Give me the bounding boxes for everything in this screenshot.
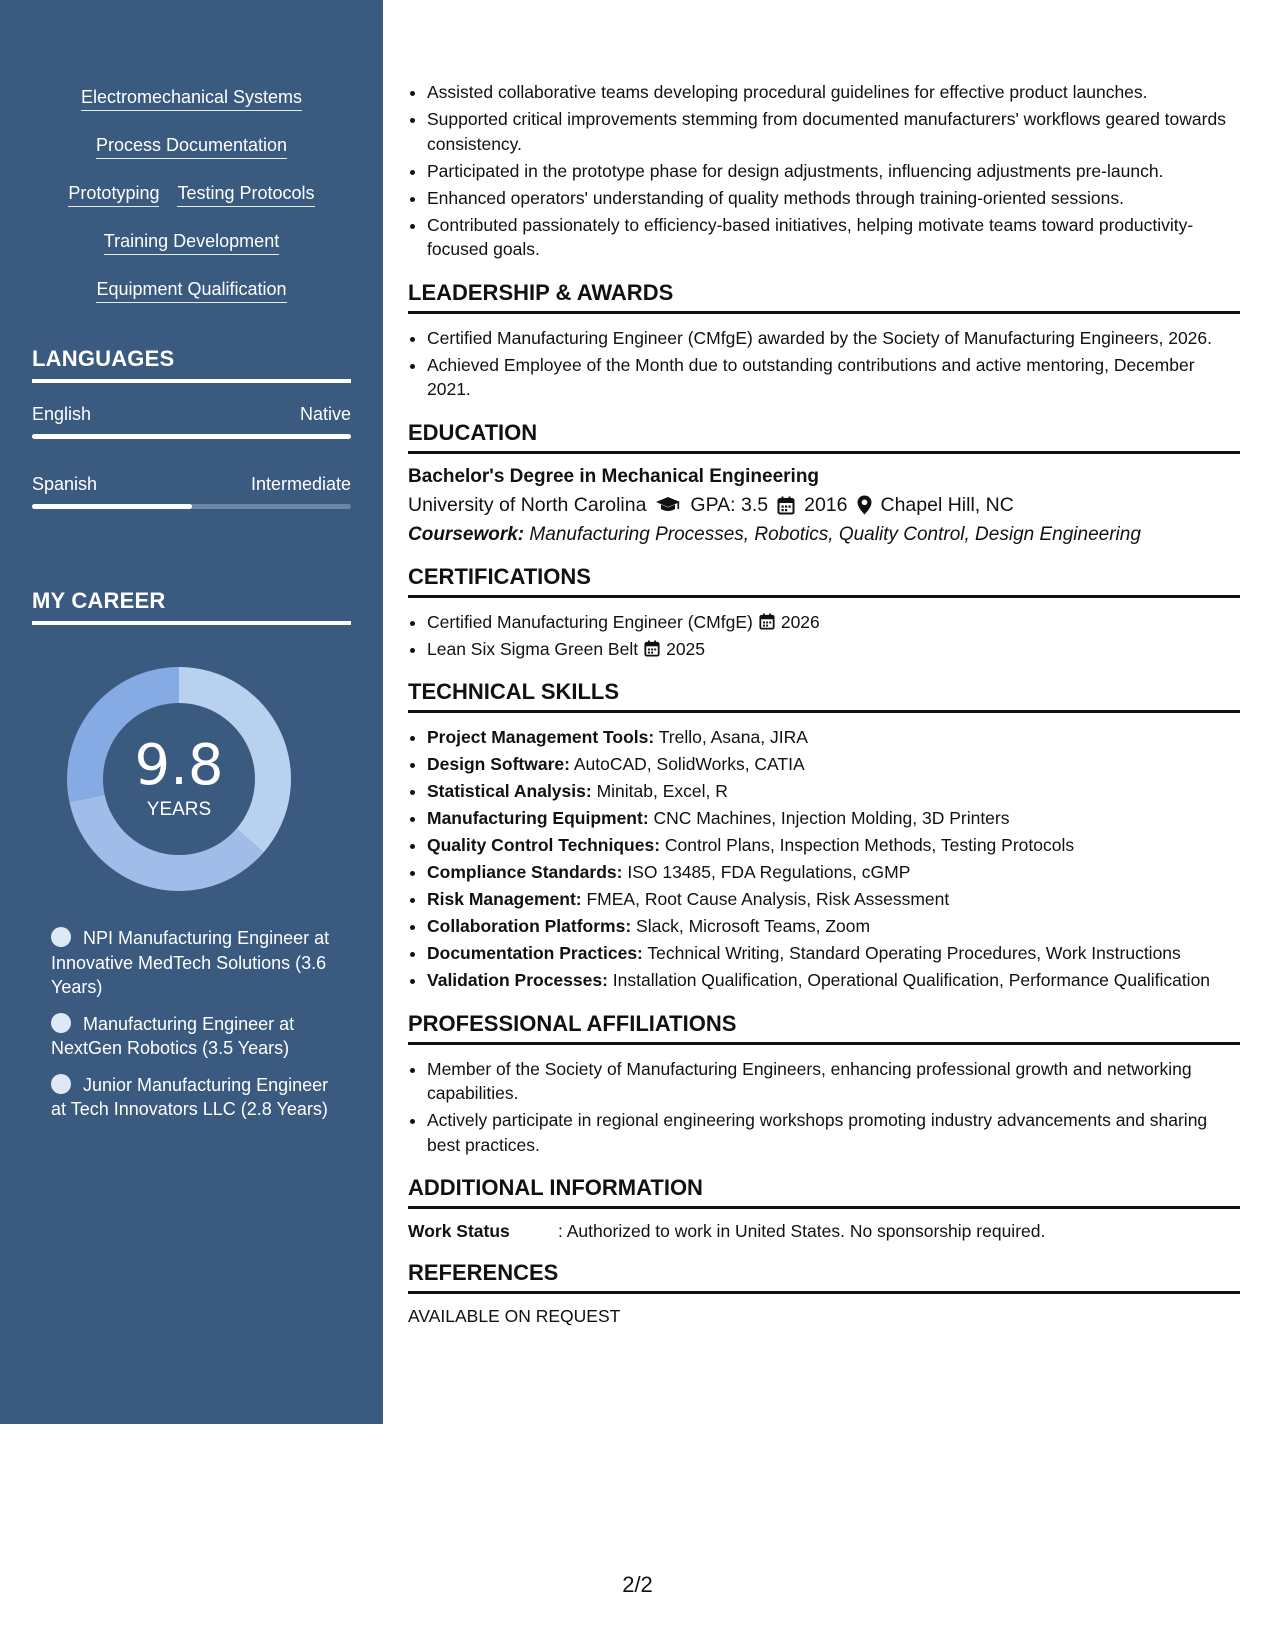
- skill-value: Control Plans, Inspection Methods, Testing Protocols: [660, 835, 1075, 855]
- skill-value: CNC Machines, Injection Molding, 3D Printers: [648, 808, 1010, 828]
- skill-label: Compliance Standards:: [427, 862, 623, 882]
- list-item: [427, 968, 1240, 993]
- language-level: Intermediate: [250, 474, 351, 494]
- language-bar-fill: [32, 504, 192, 509]
- skill-value: Slack, Microsoft Teams, Zoom: [631, 916, 871, 936]
- section-heading-certifications: CERTIFICATIONS: [408, 564, 1240, 598]
- education-gpa: GPA: 3.5: [690, 493, 769, 516]
- education-year: 2016: [804, 493, 848, 516]
- skill-label: Risk Management:: [427, 889, 582, 909]
- skill-value: Minitab, Excel, R: [591, 781, 728, 801]
- career-total-years: 9.8: [134, 733, 224, 798]
- skill-label: Manufacturing Equipment:: [427, 808, 649, 828]
- skill-tag: Process Documentation: [96, 134, 287, 159]
- skill-label: Quality Control Techniques:: [427, 835, 661, 855]
- calendar-icon: [777, 496, 795, 515]
- career-dot-icon: [51, 927, 71, 947]
- skill-value: FMEA, Root Cause Analysis, Risk Assessment: [581, 889, 950, 909]
- skill-label: Design Software:: [427, 754, 570, 774]
- language-bar-fill: [32, 434, 351, 439]
- main-content: [408, 80, 1240, 1327]
- skill-tag-row: [0, 182, 383, 207]
- language-name: English: [32, 404, 92, 424]
- list-item: [427, 833, 1240, 858]
- skill-label: Documentation Practices:: [427, 943, 643, 963]
- career-donut-segment: [67, 667, 179, 802]
- career-list: [51, 926, 341, 1134]
- work-status-label: Work Status: [408, 1221, 510, 1241]
- coursework-value: Manufacturing Processes, Robotics, Quality Control, Design Engineering: [524, 523, 1141, 545]
- list-item: [427, 860, 1240, 885]
- career-heading: MY CAREER: [32, 588, 351, 625]
- section-heading-references: REFERENCES: [408, 1260, 1240, 1294]
- list-item: [427, 610, 1240, 635]
- skill-value: ISO 13485, FDA Regulations, cGMP: [622, 862, 911, 882]
- skill-label: Validation Processes:: [427, 970, 608, 990]
- skill-label: Project Management Tools:: [427, 727, 655, 747]
- language-name: Spanish: [32, 474, 98, 494]
- list-item: [427, 779, 1240, 804]
- list-item: • Assisted collaborative teams developing procedural guidelines for effective product launches.: [427, 80, 1240, 105]
- section-heading-affiliations: PROFESSIONAL AFFILIATIONS: [408, 1011, 1240, 1045]
- language-bar: [32, 504, 351, 509]
- language-bar: [32, 434, 351, 439]
- languages-heading: LANGUAGES: [32, 346, 351, 383]
- skill-tags: [0, 86, 383, 326]
- location-pin-icon: [857, 495, 872, 515]
- skill-tag-row: [0, 230, 383, 255]
- skill-tag-row: [0, 134, 383, 159]
- certifications-list: [408, 610, 1240, 662]
- list-item: • Participated in the prototype phase for design adjustments, influencing adjustments pre-launch.: [427, 159, 1240, 184]
- list-item: • Supported critical improvements stemming from documented manufacturers' workflows geared towards consistency.: [427, 107, 1240, 156]
- list-item: • Achieved Employee of the Month due to outstanding contributions and active mentoring, December 2021.: [427, 353, 1240, 402]
- career-donut-segment: [179, 667, 291, 852]
- career-item: [51, 1012, 341, 1061]
- graduation-cap-icon: [655, 496, 681, 514]
- list-item: • Contributed passionately to efficiency-based initiatives, helping motivate teams toward productivity-focused goals.: [427, 213, 1240, 262]
- career-item: [51, 1073, 341, 1122]
- certification-name: • Lean Six Sigma Green Belt: [427, 638, 639, 659]
- skill-tag: Training Development: [104, 230, 279, 255]
- list-item: • Certified Manufacturing Engineer (CMfgE) awarded by the Society of Manufacturing Engineers, 2026.: [427, 326, 1240, 351]
- career-item-label: NPI Manufacturing Engineer at Innovative MedTech Solutions (3.6 Years): [51, 928, 330, 997]
- list-item: • Member of the Society of Manufacturing Engineers, enhancing professional growth and networking capabilities.: [427, 1057, 1240, 1106]
- education-school: University of North Carolina: [408, 493, 647, 516]
- career-total-unit: YEARS: [146, 799, 212, 820]
- coursework-label: Coursework:: [408, 523, 525, 545]
- list-item: [427, 887, 1240, 912]
- list-item: [427, 941, 1240, 966]
- section-heading-education: EDUCATION: [408, 420, 1240, 454]
- list-item: [427, 637, 1240, 662]
- career-item-label: Junior Manufacturing Engineer at Tech Innovators LLC (2.8 Years): [51, 1074, 329, 1119]
- skill-tag: Prototyping: [68, 182, 159, 207]
- page-number: 2/2: [622, 1572, 653, 1597]
- language-level: Native: [299, 404, 351, 424]
- skill-tag: Equipment Qualification: [96, 278, 286, 303]
- skill-tag-row: [0, 278, 383, 303]
- career-dot-icon: [51, 1074, 71, 1094]
- list-item: [427, 752, 1240, 777]
- career-dot-icon: [51, 1013, 71, 1033]
- career-item: [51, 926, 341, 1000]
- skill-tag: Testing Protocols: [177, 182, 314, 207]
- certification-year: 2025: [666, 638, 706, 659]
- career-donut-segment: [69, 795, 263, 891]
- skill-label: Collaboration Platforms:: [427, 916, 632, 936]
- work-status-row: [408, 1221, 1240, 1242]
- skill-tag: Electromechanical Systems: [81, 86, 302, 111]
- skill-value: Technical Writing, Standard Operating Procedures, Work Instructions: [642, 943, 1181, 963]
- certification-name: • Certified Manufacturing Engineer (CMfgE): [427, 611, 753, 632]
- calendar-icon: [644, 640, 660, 657]
- work-status-value: : Authorized to work in United States. No sponsorship required.: [558, 1221, 1046, 1241]
- leadership-list: [408, 326, 1240, 402]
- experience-bullets: [408, 80, 1240, 262]
- language-english: [32, 404, 351, 439]
- skill-value: Trello, Asana, JIRA: [654, 727, 808, 747]
- section-heading-additional-information: ADDITIONAL INFORMATION: [408, 1175, 1240, 1209]
- references-text: AVAILABLE ON REQUEST: [408, 1306, 621, 1326]
- skill-value: AutoCAD, SolidWorks, CATIA: [569, 754, 805, 774]
- section-heading-technical-skills: TECHNICAL SKILLS: [408, 679, 1240, 713]
- sidebar: [0, 0, 383, 1424]
- list-item: [427, 725, 1240, 750]
- certification-year: 2026: [780, 611, 820, 632]
- calendar-icon: [759, 613, 775, 630]
- technical-skills-list: [408, 725, 1240, 993]
- skill-label: Statistical Analysis:: [427, 781, 592, 801]
- language-spanish: [32, 474, 351, 509]
- skill-tag-row: [0, 86, 383, 111]
- education-degree: Bachelor's Degree in Mechanical Engineering: [408, 465, 820, 487]
- list-item: • Actively participate in regional engineering workshops promoting industry advancements and sharing best practices.: [427, 1108, 1240, 1157]
- list-item: [427, 914, 1240, 939]
- career-donut-chart: [66, 666, 292, 892]
- affiliations-list: [408, 1057, 1240, 1158]
- career-item-label: Manufacturing Engineer at NextGen Robotics (3.5 Years): [51, 1013, 295, 1058]
- education-coursework: [408, 524, 1240, 546]
- education-details: [408, 494, 1240, 517]
- list-item: • Enhanced operators' understanding of quality methods through training-oriented sessions.: [427, 186, 1240, 211]
- education-location: Chapel Hill, NC: [880, 493, 1014, 516]
- skill-value: Installation Qualification, Operational Qualification, Performance Qualification: [607, 970, 1211, 990]
- list-item: [427, 806, 1240, 831]
- section-heading-leadership: LEADERSHIP & AWARDS: [408, 280, 1240, 314]
